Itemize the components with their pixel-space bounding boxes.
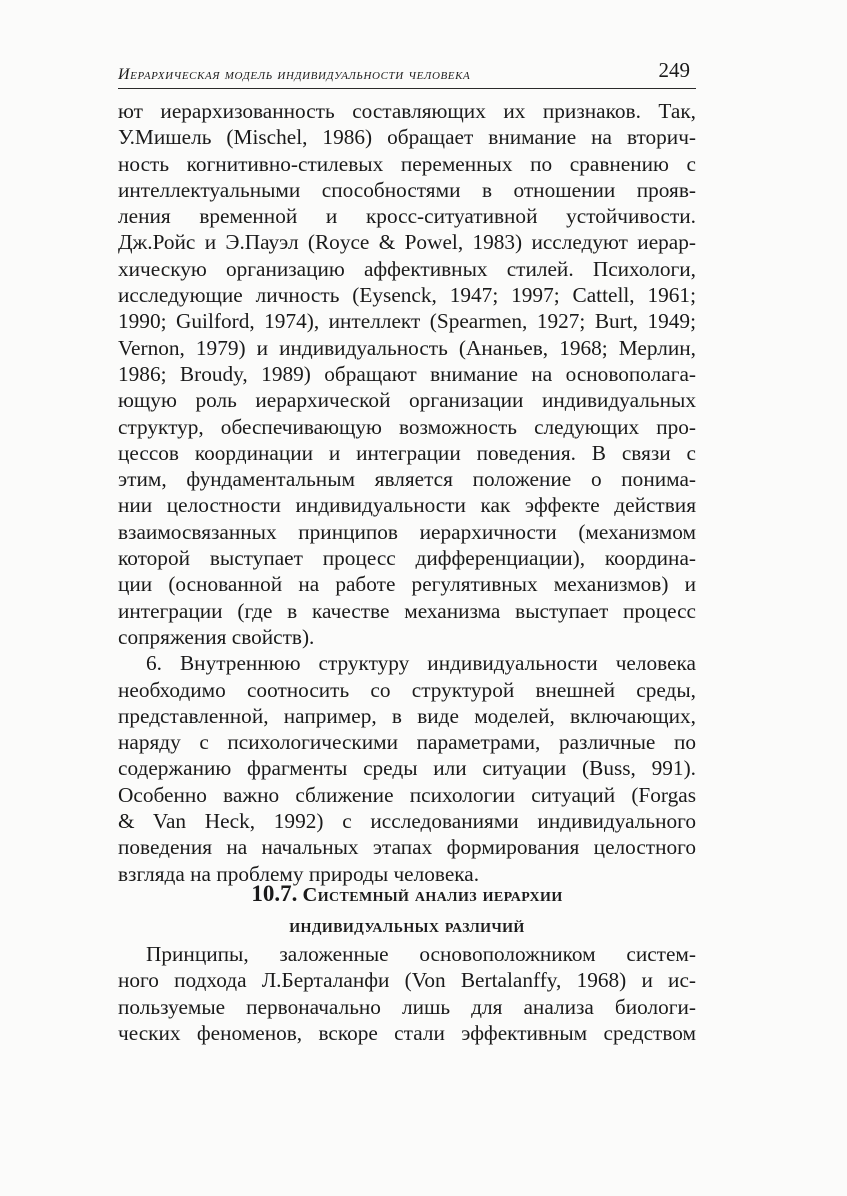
body-text-lower [118,941,696,1046]
text-line: ного подхода Л.Берталанфи (Von Bertalanffy, 1968) и ис- [118,968,696,993]
text-line: & Van Heck, 1992) с исследованиями индивидуального [118,809,696,834]
text-line: которой выступает процесс дифференциации), координа- [118,546,696,571]
text-line: этим, фундаментальным является положение о понима- [118,467,696,492]
page-number: 249 [658,58,690,82]
text-line: ческих феноменов, вскоре стали эффективным средством [118,1020,696,1045]
text-line: содержанию фрагменты среды или ситуации (Buss, 991). [118,756,696,781]
text-line: интеллектуальными способностями в отношении прояв- [118,177,696,202]
section-number: 10.7. [251,881,298,906]
section-title-line-2: индивидуальных различий [289,915,525,937]
text-line: взаимосвязанных принципов иерархичности (механизмом [118,519,696,544]
section-title-line-1: Системный анализ иерархии [302,884,563,906]
text-line: наряду с психологическими параметрами, различные по [118,730,696,755]
paragraph-3 [118,941,696,1046]
paragraph-1 [118,98,696,650]
text-line: ют иерархизованность составляющих их признаков. Так, [118,99,696,123]
text-line: взгляда на проблему природы человека. [118,861,480,886]
text-line: Vernon, 1979) и индивидуальность (Ананьев, 1968; Мерлин, [118,335,696,360]
running-title: Иерархическая модель индивидуальности человека [118,66,471,83]
text-line: хическую организацию аффективных стилей. Психологи, [118,256,696,281]
text-line: исследующие личность (Eysenck, 1947; 1997; Cattell, 1961; [118,283,696,308]
text-line: ющую роль иерархической организации индивидуальных [118,388,696,413]
paragraph-2 [118,650,696,887]
text-line: Принципы, заложенные основоположником систем- [146,942,696,966]
text-line: пользуемые первоначально лишь для анализа биологи- [118,994,696,1019]
text-line: Особенно важно сближение психологии ситуаций (Forgas [118,782,696,807]
running-header [118,58,696,89]
section-heading [118,878,696,942]
text-line: 1990; Guilford, 1974), интеллект (Spearmen, 1927; Burt, 1949; [118,309,696,334]
section-heading-line-1 [118,878,696,911]
body-text-upper [118,98,696,887]
text-line: структур, обеспечивающую возможность следующих про- [118,414,696,439]
text-line: сопряжения свойств). [118,624,315,649]
text-line: У.Мишель (Mischel, 1986) обращает внимание на вторич- [118,125,696,150]
text-line: нии целостности индивидуальности как эффекте действия [118,493,696,518]
text-line: интеграции (где в качестве механизма выступает процесс [118,598,696,623]
text-line: поведения на начальных этапах формирования целостного [118,835,696,860]
text-line: Дж.Ройс и Э.Пауэл (Royce & Powel, 1983) исследуют иерар- [118,230,696,255]
text-line: ность когнитивно-стилевых переменных по сравнению с [118,151,696,176]
text-line: 6. Внутреннюю структуру индивидуальности человека [146,651,696,676]
text-line: ления временной и кросс-ситуативной устойчивости. [118,204,696,229]
text-line: ции (основанной на работе регулятивных механизмов) и [118,572,696,597]
text-line: 1986; Broudy, 1989) обращают внимание на основополага- [118,361,696,386]
text-line: цессов координации и интеграции поведения. В связи с [118,440,696,465]
text-line: необходимо соотносить со структурой внешней среды, [118,677,696,702]
text-line: представленной, например, в виде моделей, включающих, [118,703,696,728]
